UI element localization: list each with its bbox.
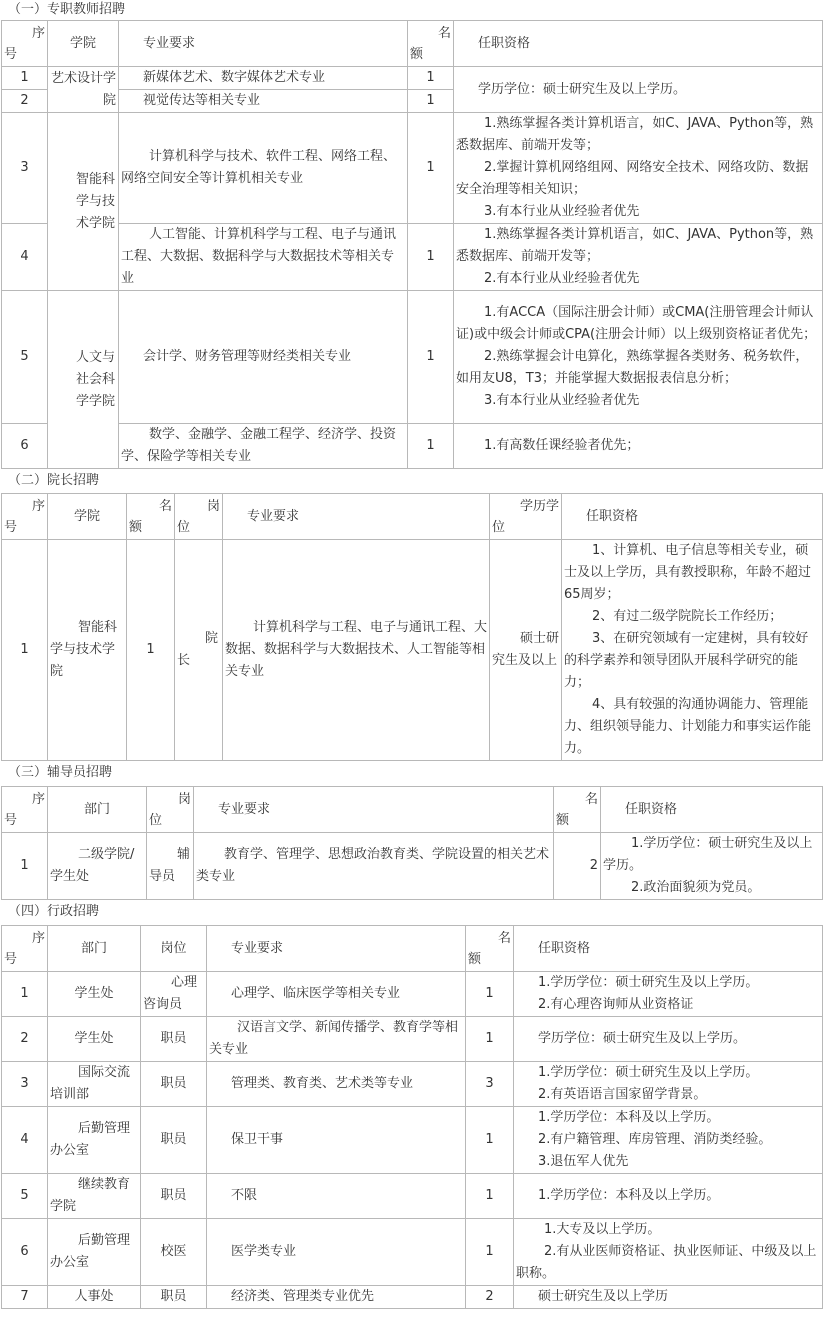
table-header-row: [2, 787, 823, 833]
header-qual: 任职资格: [562, 494, 823, 540]
header-college: 学院: [48, 494, 127, 540]
table-row: 1 二级学院/学生处 辅导员 教育学、管理学、思想政治教育类、学院设置的相关艺术类专业 2 1.学历学位：硕士研究生及以上学历。 2.政治面貌须为党员。: [2, 833, 823, 900]
header-qual: 任职资格: [454, 21, 823, 67]
dean-table: [1, 493, 823, 761]
table-row: 3 智能科学与技术学院 计算机科学与技术、软件工程、网络工程、网络空间安全等计算机相关专业 1 1.熟练掌握各类计算机语言，如C、JAVA、Python等，熟悉数据库、前端开发等； 2.掌握计算机网络组网、网络安全技术、网络攻防、数据安全治理等相关知识； 3.有本行业从业经验者优先: [2, 113, 823, 224]
header-major: 专业要求: [223, 494, 490, 540]
header-quota: 名 额: [466, 926, 514, 972]
teachers-table: [1, 20, 823, 469]
qual-cell: 1.熟练掌握各类计算机语言，如C、JAVA、Python等，熟悉数据库、前端开发等； 2.有本行业从业经验者优先: [454, 224, 823, 291]
table-row: 5 人文与社会科学学院 会计学、财务管理等财经类相关专业 1 1.有ACCA（国际注册会计师）或CMA(注册管理会计师认证)或中级会计师或CPA(注册会计师）以上级别资格证者优先； 2.熟练掌握会计电算化，熟练掌握各类财务、税务软件，如用友U8，T3；并能掌握大数据报表信息分析； 3.有本行业从业经验者优先: [2, 291, 823, 424]
table-row: 6 数学、金融学、金融工程学、经济学、投资学、保险学等相关专业 1 1.有高数任课经验者优先；: [2, 424, 823, 469]
qual-cell: 1.学历学位：本科及以上学历。: [514, 1174, 823, 1219]
header-qual: 任职资格: [601, 787, 823, 833]
header-quota: 名 额: [127, 494, 175, 540]
header-major: 专业要求: [207, 926, 466, 972]
table-row: 1 艺术设计学院 新媒体艺术、数字媒体艺术专业 1 学历学位：硕士研究生及以上学历。: [2, 67, 823, 90]
section-title-teachers: （一）专职教师招聘: [8, 2, 126, 17]
table-row: 5 继续教育学院 职员 不限 1 1.学历学位：本科及以上学历。: [2, 1174, 823, 1219]
section-title-counselor: （三）辅导员招聘: [8, 765, 113, 780]
header-major: 专业要求: [194, 787, 554, 833]
qual-cell: 1.学历学位：本科及以上学历。 2.有户籍管理、库房管理、消防类经验。 3.退伍军人优先: [514, 1107, 823, 1174]
qual-cell: 1.熟练掌握各类计算机语言，如C、JAVA、Python等，熟悉数据库、前端开发等； 2.掌握计算机网络组网、网络安全技术、网络攻防、数据安全治理等相关知识； 3.有本行业从业经验者优先: [454, 113, 823, 224]
table-row: 1 学生处 心理咨询员 心理学、临床医学等相关专业 1 1.学历学位：硕士研究生及以上学历。 2.有心理咨询师从业资格证: [2, 972, 823, 1017]
qual-cell: 1.有高数任课经验者优先；: [454, 424, 823, 469]
table-row: 2 视觉传达等相关专业 1: [2, 90, 823, 113]
qual-cell: 1.学历学位：硕士研究生及以上学历。 2.有英语语言国家留学背景。: [514, 1062, 823, 1107]
header-major: 专业要求: [119, 21, 408, 67]
header-qual: 任职资格: [514, 926, 823, 972]
table-header-row: [2, 494, 823, 540]
header-college: 学院: [48, 21, 119, 67]
qual-cell: 1.学历学位：硕士研究生及以上学历。 2.政治面貌须为党员。: [601, 833, 823, 900]
table-row: 4 后勤管理办公室 职员 保卫干事 1 1.学历学位：本科及以上学历。 2.有户籍管理、库房管理、消防类经验。 3.退伍军人优先: [2, 1107, 823, 1174]
qual-cell: 1.学历学位：硕士研究生及以上学历。 2.有心理咨询师从业资格证: [514, 972, 823, 1017]
header-quota: 名 额: [554, 787, 601, 833]
qual-cell: 1.有ACCA（国际注册会计师）或CMA(注册管理会计师认证)或中级会计师或CPA(注册会计师）以上级别资格证者优先； 2.熟练掌握会计电算化，熟练掌握各类财务、税务软件，如用友U8，T3；并能掌握大数据报表信息分析； 3.有本行业从业经验者优先: [454, 291, 823, 424]
header-post: 岗 位: [147, 787, 194, 833]
header-seq: 序 号: [2, 494, 48, 540]
table-row: 6 后勤管理办公室 校医 医学类专业 1 1.大专及以上学历。 2.有从业医师资格证、执业医师证、中级及以上职称。: [2, 1219, 823, 1286]
table-header-row: [2, 21, 823, 67]
header-quota: 名 额: [408, 21, 454, 67]
header-dept: 部门: [48, 787, 147, 833]
qual-cell: 硕士研究生及以上学历: [514, 1286, 823, 1309]
table-row: 7 人事处 职员 经济类、管理类专业优先 2 硕士研究生及以上学历: [2, 1286, 823, 1309]
header-edu: 学历学 位: [490, 494, 562, 540]
college-cell: 艺术设计学院: [48, 67, 119, 113]
admin-table: [1, 925, 823, 1309]
counselor-table: [1, 786, 823, 900]
table-row: 1 智能科学与技术学院 1 院长 计算机科学与工程、电子与通讯工程、大数据、数据科学与大数据技术、人工智能等相关专业 硕士研究生及以上 1、计算机、电子信息等相关专业，硕士及以上学历，具有教授职称，年龄不超过65周岁； 2、有过二级学院院长工作经历； 3、在研究领域有一定建树，具有较好的科学素养和领导团队开展科学研究的能力； 4、具有较强的沟通协调能力、管理能力、组织领导能力、计划能力和事实运作能力。: [2, 540, 823, 761]
header-post: 岗位: [141, 926, 207, 972]
qual-cell: 1、计算机、电子信息等相关专业，硕士及以上学历，具有教授职称，年龄不超过65周岁； 2、有过二级学院院长工作经历； 3、在研究领域有一定建树，具有较好的科学素养和领导团队开展科学研究的能力； 4、具有较强的沟通协调能力、管理能力、组织领导能力、计划能力和事实运作能力。: [562, 540, 823, 761]
college-cell: 智能科学与技术学院: [48, 113, 119, 291]
table-row: 2 学生处 职员 汉语言文学、新闻传播学、教育学等相关专业 1 学历学位：硕士研究生及以上学历。: [2, 1017, 823, 1062]
qual-cell: 学历学位：硕士研究生及以上学历。: [454, 67, 823, 113]
table-row: 3 国际交流培训部 职员 管理类、教育类、艺术类等专业 3 1.学历学位：硕士研究生及以上学历。 2.有英语语言国家留学背景。: [2, 1062, 823, 1107]
header-seq: 序 号: [2, 787, 48, 833]
qual-cell: 学历学位：硕士研究生及以上学历。: [514, 1017, 823, 1062]
header-dept: 部门: [48, 926, 141, 972]
table-row: 4 人工智能、计算机科学与工程、电子与通讯工程、大数据、数据科学与大数据技术等相关专业 1 1.熟练掌握各类计算机语言，如C、JAVA、Python等，熟悉数据库、前端开发等； 2.有本行业从业经验者优先: [2, 224, 823, 291]
header-post: 岗 位: [175, 494, 223, 540]
header-seq: 序 号: [2, 926, 48, 972]
section-title-admin: （四）行政招聘: [8, 904, 100, 919]
qual-cell: 1.大专及以上学历。 2.有从业医师资格证、执业医师证、中级及以上职称。: [514, 1219, 823, 1286]
table-header-row: [2, 926, 823, 972]
college-cell: 人文与社会科学学院: [48, 291, 119, 469]
header-seq: 序 号: [2, 21, 48, 67]
section-title-dean: （二）院长招聘: [8, 473, 100, 488]
